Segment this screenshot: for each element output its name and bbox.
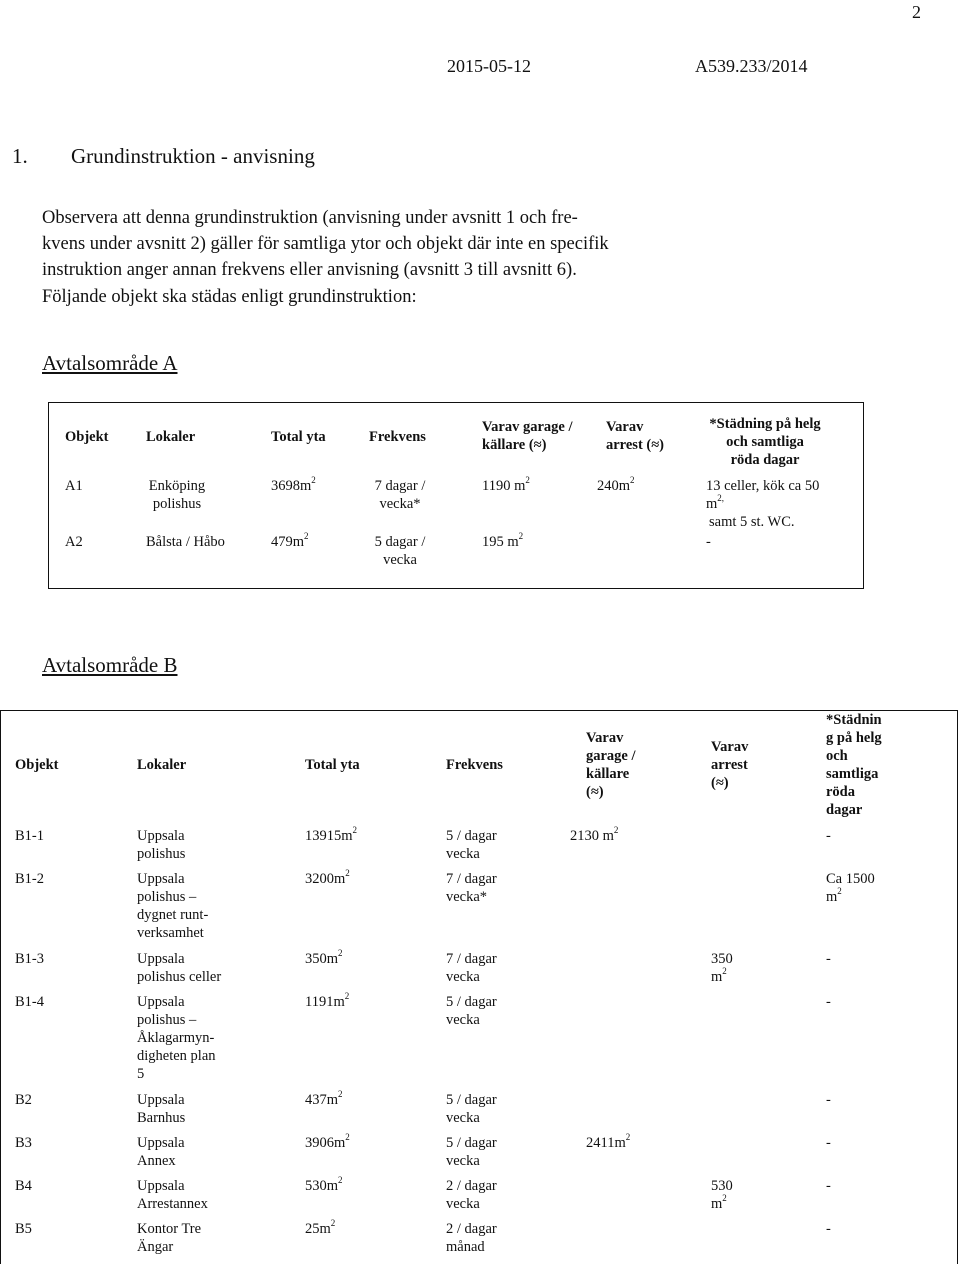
header-frekvens: Frekvens — [446, 757, 503, 773]
table-cell-objekt: B5 — [15, 1221, 32, 1237]
header-objekt: Objekt — [15, 757, 59, 773]
header-objekt: Objekt — [65, 429, 109, 445]
area-b-title: Avtalsområde B — [42, 653, 178, 677]
table-cell-frekvens: 2 / dagar månad — [446, 1221, 497, 1255]
table-cell-objekt: B2 — [15, 1092, 32, 1108]
table-cell-lokaler: Bålsta / Håbo — [146, 534, 225, 550]
table-cell-objekt: B4 — [15, 1178, 32, 1194]
table-cell-helg: - — [826, 994, 831, 1010]
header-total-yta: Total yta — [305, 757, 360, 773]
table-cell-frekvens: 7 dagar / vecka* — [374, 478, 426, 512]
header-reference: A539.233/2014 — [695, 56, 808, 76]
table-cell-lokaler: Uppsala Arrestannex — [137, 1178, 208, 1212]
table-cell-helg: - — [826, 1092, 831, 1108]
header-frekvens: Frekvens — [369, 429, 426, 445]
table-cell-frekvens: 5 / dagar vecka — [446, 1092, 497, 1126]
table-cell-lokaler: Uppsala polishus – dygnet runt- verksamhet — [137, 871, 209, 941]
table-cell-helg: - — [826, 1221, 831, 1237]
table-cell-total-yta: $13915m^2$ — [305, 825, 358, 844]
header-arrest: Varav arrest (≈) — [606, 419, 665, 453]
header-garage: Varav garage / källare (≈) — [482, 419, 573, 453]
intro-followup: Följande objekt ska städas enligt grundinstruktion: — [42, 287, 417, 307]
table-cell-frekvens: 5 / dagar vecka — [446, 994, 497, 1028]
table-cell-total-yta: $3200m^2$ — [305, 868, 350, 887]
table-cell-arrest: 530 $m^2$ — [711, 1178, 733, 1212]
table-cell-objekt: A2 — [65, 534, 83, 550]
header-total-yta: Total yta — [271, 429, 326, 445]
table-cell-garage: 1190 $m^2$ — [482, 475, 530, 494]
table-cell-total-yta: $3698m^2$ — [271, 475, 316, 494]
table-cell-lokaler: Uppsala Barnhus — [137, 1092, 186, 1126]
table-cell-frekvens: 5 dagar / vecka — [374, 534, 426, 568]
table-cell-frekvens: 5 / dagar vecka — [446, 828, 497, 862]
header-lokaler: Lokaler — [146, 429, 196, 445]
header-arrest: Varav arrest (≈) — [711, 739, 749, 791]
table-cell-helg: - — [826, 828, 831, 844]
table-cell-helg: 13 celler, kök ca 50 $m^{2,}$ samt 5 st. WC. — [706, 478, 820, 530]
table-cell-arrest: - — [706, 534, 711, 550]
table-cell-lokaler: Enköping polishus — [148, 478, 206, 512]
table-cell-total-yta: $3906m^2$ — [305, 1132, 350, 1151]
header-lokaler: Lokaler — [137, 757, 187, 773]
table-cell-total-yta: $1191m^2$ — [305, 991, 350, 1010]
table-cell-helg: - — [826, 951, 831, 967]
table-cell-total-yta: $437m^2$ — [305, 1089, 343, 1108]
table-cell-objekt: A1 — [65, 478, 83, 494]
table-cell-objekt: B1-1 — [15, 828, 44, 844]
table-cell-total-yta: $25m^2$ — [305, 1218, 336, 1237]
table-cell-garage: 2130 $m^2$ — [570, 825, 619, 844]
table-cell-objekt: B1-2 — [15, 871, 44, 887]
intro-line: instruktion anger annan frekvens eller anvisning (avsnitt 3 till avsnitt 6). — [42, 260, 577, 280]
header-helg: *Städnin g på helg och samtliga röda dagar — [826, 712, 882, 818]
intro-line: kvens under avsnitt 2) gäller för samtliga ytor och objekt där inte en specifik — [42, 234, 609, 254]
table-cell-objekt: B3 — [15, 1135, 32, 1151]
table-cell-lokaler: Uppsala polishus — [137, 828, 186, 862]
table-cell-arrest: 350 $m^2$ — [711, 951, 733, 985]
intro-paragraph — [42, 205, 609, 283]
table-cell-lokaler: Uppsala polishus celler — [137, 951, 222, 985]
table-cell-objekt: B1-4 — [15, 994, 44, 1010]
table-cell-arrest: $240m^2$ — [597, 475, 635, 494]
table-cell-total-yta: $350m^2$ — [305, 948, 343, 967]
table-cell-lokaler: Uppsala Annex — [137, 1135, 185, 1169]
table-cell-garage: $2411m^2$ — [586, 1132, 631, 1151]
table-cell-helg: - — [826, 1178, 831, 1194]
header-helg: *Städning på helg och samtliga röda dagar — [709, 416, 821, 468]
table-cell-total-yta: $530m^2$ — [305, 1175, 343, 1194]
header-garage: Varav garage / källare (≈) — [586, 730, 636, 800]
table-cell-frekvens: 7 / dagar vecka* — [446, 871, 497, 905]
header-date: 2015-05-12 — [447, 56, 531, 76]
table-cell-lokaler: Uppsala polishus – Åklagarmyn- digheten plan 5 — [137, 994, 216, 1082]
table-cell-frekvens: 2 / dagar vecka — [446, 1178, 497, 1212]
section-number: 1. — [12, 144, 28, 168]
table-cell-frekvens: 5 / dagar vecka — [446, 1135, 497, 1169]
table-cell-lokaler: Kontor Tre Ängar — [137, 1221, 202, 1255]
table-cell-frekvens: 7 / dagar vecka — [446, 951, 497, 985]
table-cell-objekt: B1-3 — [15, 951, 44, 967]
table-cell-total-yta: $479m^2$ — [271, 531, 309, 550]
page-number: 2 — [912, 2, 921, 22]
intro-line: Observera att denna grundinstruktion (anvisning under avsnitt 1 och fre- — [42, 208, 578, 228]
area-a-title: Avtalsområde A — [42, 351, 178, 375]
table-cell-helg: Ca 1500 $m^2$ — [826, 871, 875, 905]
table-cell-helg: - — [826, 1135, 831, 1151]
section-title: Grundinstruktion - anvisning — [71, 144, 315, 168]
table-cell-garage: 195 $m^2$ — [482, 531, 524, 550]
